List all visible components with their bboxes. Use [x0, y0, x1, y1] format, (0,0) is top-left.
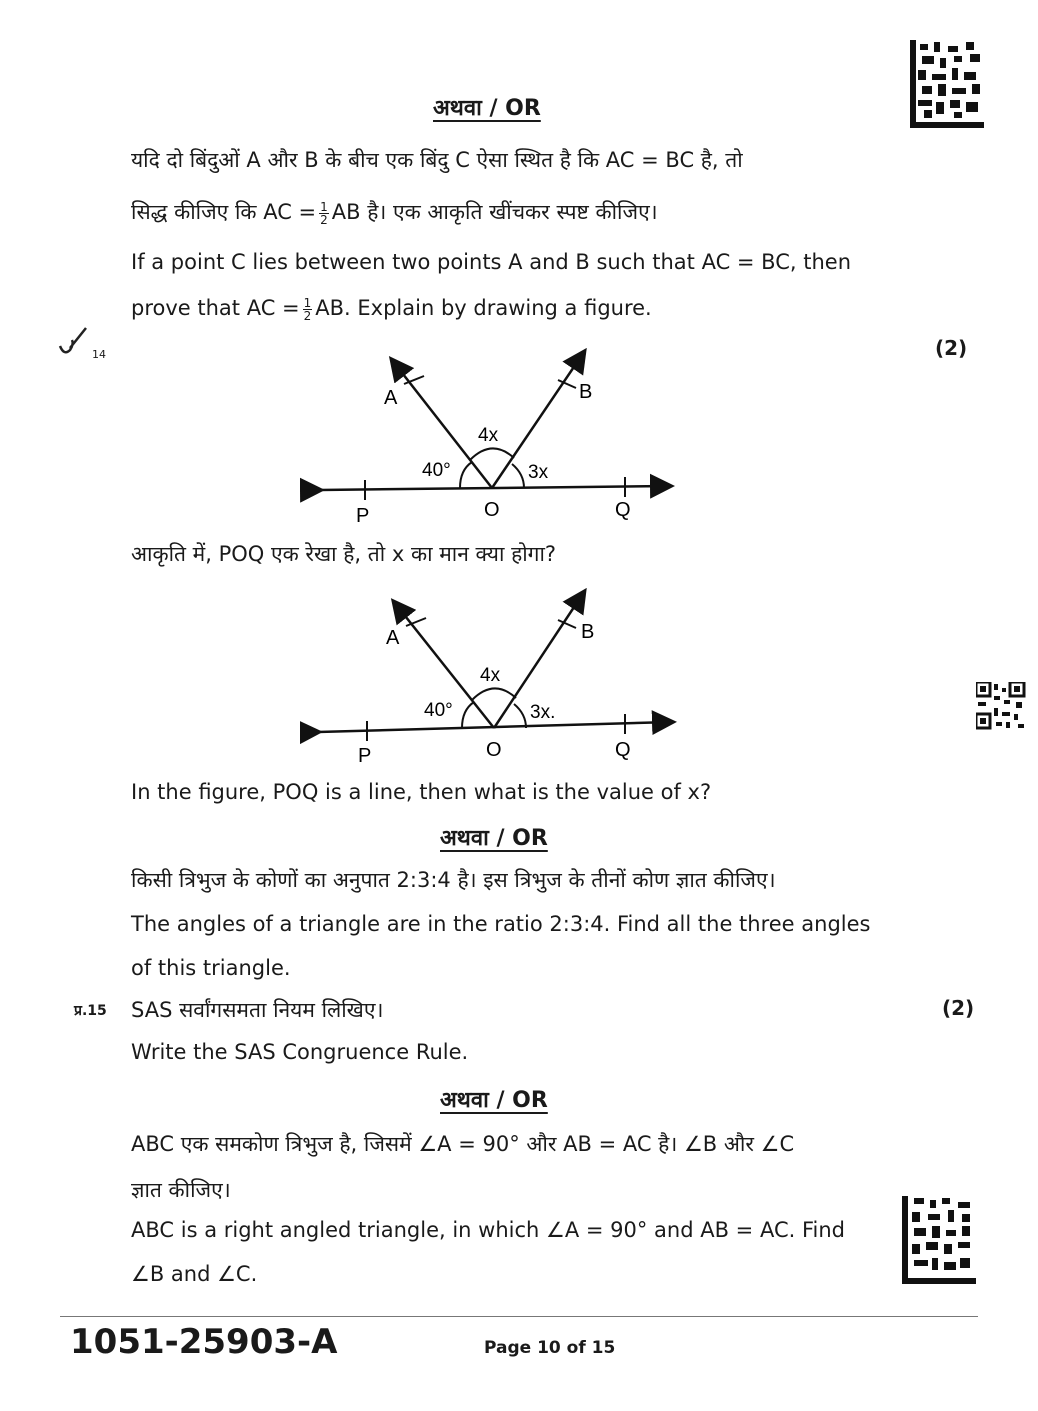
or-heading-1: अथवा / OR: [433, 96, 541, 121]
arc-40: [460, 462, 472, 488]
label-a: A: [386, 627, 400, 649]
q13-or-hindi-line2-start: सिद्ध कीजिए कि AC =: [131, 200, 317, 224]
arc-40: [462, 702, 474, 728]
figure-angles-1: [300, 340, 690, 530]
q13-or-english-line1: If a point C lies between two points A and B such that AC = BC, then: [131, 250, 852, 274]
fraction-numerator: 1: [303, 295, 312, 310]
label-4x: 4x: [480, 665, 501, 686]
q13-or-hindi-line1: यदि दो बिंदुओं A और B के बीच एक बिंदु C ऐसा स्थित है कि AC = BC है, तो: [131, 148, 743, 172]
arc-3x: [514, 704, 526, 728]
q15-english: Write the SAS Congruence Rule.: [131, 1040, 469, 1064]
or-heading-3: अथवा / OR: [440, 1088, 548, 1113]
footer-rule: [60, 1316, 978, 1317]
label-p: P: [356, 505, 370, 527]
page-number: Page 10 of 15: [484, 1338, 616, 1358]
q13-or-english-line2-end: AB. Explain by drawing a figure.: [315, 296, 652, 320]
arc-3x: [512, 464, 524, 488]
q15-hindi: SAS सर्वांगसमता नियम लिखिए।: [131, 998, 384, 1022]
label-b: B: [579, 381, 593, 403]
label-3x: 3x: [528, 462, 549, 483]
label-o: O: [484, 499, 500, 521]
arc-4x: [472, 688, 516, 700]
label-40-degrees: 40°: [424, 700, 453, 721]
q14-marks: (2): [935, 336, 968, 360]
fraction-numerator: 1: [320, 199, 328, 214]
q15-or-english-line1: ABC is a right angled triangle, in which ∠A = 90° and AB = AC. Find: [131, 1218, 845, 1242]
fraction-denominator: 2: [320, 212, 328, 227]
label-4x: 4x: [478, 425, 499, 446]
or-heading-2: अथवा / OR: [440, 826, 548, 851]
q15-or-hindi-line2: ज्ञात कीजिए।: [131, 1178, 231, 1202]
q13-or-english-line2: [131, 296, 652, 322]
fraction-denominator: 2: [303, 308, 312, 323]
question-number-14: 14: [92, 348, 106, 361]
q14-english: In the figure, POQ is a line, then what is the value of x?: [131, 780, 712, 804]
label-a: A: [384, 387, 398, 409]
q13-or-english-line2-start: prove that AC =: [131, 296, 300, 320]
line-poq: [320, 486, 670, 490]
q15-marks: (2): [942, 996, 975, 1020]
fraction-half-english: [303, 297, 313, 322]
figure-angles-2: [300, 580, 690, 770]
arc-4x: [470, 448, 514, 460]
q15-or-english-line2: ∠B and ∠C.: [131, 1262, 258, 1286]
datamatrix-code-top: [910, 40, 984, 128]
q14-or-hindi: किसी त्रिभुज के कोणों का अनुपात 2:3:4 है। इस त्रिभुज के तीनों कोण ज्ञात कीजिए।: [131, 868, 776, 892]
q14-or-english-line2: of this triangle.: [131, 956, 291, 980]
label-p: P: [358, 745, 372, 767]
question-number-15: प्र.15: [74, 1003, 107, 1019]
label-b: B: [581, 621, 595, 643]
label-q: Q: [615, 739, 631, 761]
label-3x: 3x.: [530, 702, 556, 723]
label-o: O: [486, 739, 502, 761]
label-q: Q: [615, 499, 631, 521]
handwritten-tick-mark: [56, 326, 96, 362]
q15-or-hindi-line1: ABC एक समकोण त्रिभुज है, जिसमें ∠A = 90° और AB = AC है। ∠B और ∠C: [131, 1132, 795, 1156]
q13-or-hindi-line2: [131, 198, 658, 226]
q14-hindi: आकृति में, POQ एक रेखा है, तो x का मान क्या होगा?: [131, 542, 557, 566]
datamatrix-code-bottom: [902, 1196, 976, 1284]
q13-or-hindi-line2-end: AB है। एक आकृति खींचकर स्पष्ट कीजिए।: [331, 200, 658, 224]
q14-or-english-line1: The angles of a triangle are in the ratio 2:3:4. Find all the three angles: [131, 912, 871, 936]
paper-code: 1051-25903-A: [70, 1322, 338, 1362]
label-40-degrees: 40°: [422, 460, 451, 481]
fraction-half: [319, 201, 329, 226]
qr-code-side: [976, 682, 1026, 730]
